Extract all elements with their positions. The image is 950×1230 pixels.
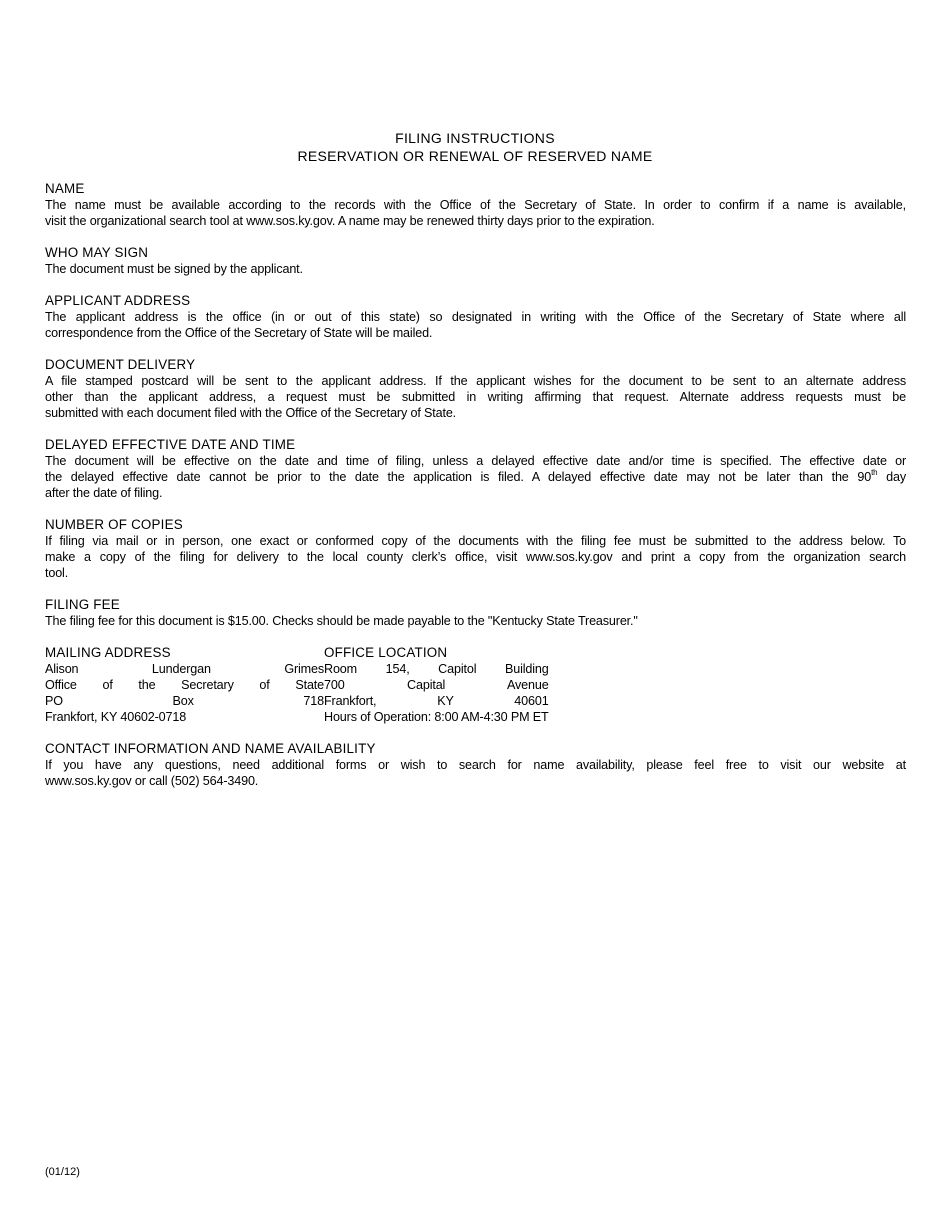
- text-line: Office of the Secretary of State: [45, 678, 324, 692]
- text-line: Frankfort, KY 40601: [324, 694, 549, 708]
- text-line: The applicant address is the office (in or out of this state) so designated in writing with the Office of the Secretary of State where all: [45, 310, 906, 324]
- section-heading: MAILING ADDRESS: [45, 645, 171, 660]
- instructions-body: [45, 181, 906, 805]
- document-title: FILING INSTRUCTIONS: [395, 130, 555, 146]
- section-applicant-address: [45, 293, 906, 341]
- section-document-delivery: [45, 357, 906, 421]
- section-heading: OFFICE LOCATION: [324, 645, 448, 660]
- section-heading: DOCUMENT DELIVERY: [45, 357, 196, 372]
- text-line: other than the applicant address, a request must be submitted in writing affirming that request. Alternate address requests must be: [45, 390, 906, 404]
- section-contact-information: [45, 741, 906, 789]
- section-heading: NAME: [45, 181, 85, 196]
- text-segment: the delayed effective date cannot be prior to the date the application is filed. A delayed effective date may not be later than the 90: [45, 470, 872, 484]
- text-line: [45, 469, 906, 485]
- text-line: A file stamped postcard will be sent to the applicant address. If the applicant wishes for the document to be sent to an alternate address: [45, 374, 906, 388]
- text-line: The name must be available according to the records with the Office of the Secretary of State. In order to confirm if a name is available,: [45, 198, 906, 212]
- section-heading: FILING FEE: [45, 597, 120, 612]
- section-name: [45, 181, 906, 229]
- text-line: Frankfort, KY 40602-0718: [45, 710, 187, 724]
- section-heading: APPLICANT ADDRESS: [45, 293, 191, 308]
- text-line: Hours of Operation: 8:00 AM-4:30 PM ET: [324, 710, 549, 724]
- text-line: The filing fee for this document is $15.00. Checks should be made payable to the "Kentucky State Treasurer.": [45, 614, 638, 628]
- address-columns: [45, 645, 906, 725]
- text-line: correspondence from the Office of the Secretary of State will be mailed.: [45, 326, 433, 340]
- section-office-location: [324, 645, 549, 725]
- section-who-may-sign: [45, 245, 906, 277]
- section-heading: NUMBER OF COPIES: [45, 517, 183, 532]
- text-line: visit the organizational search tool at www.sos.ky.gov. A name may be renewed thirty days prior to the expiration.: [45, 214, 655, 228]
- section-filing-fee: [45, 597, 906, 629]
- text-line: tool.: [45, 566, 69, 580]
- office-location-column: [324, 645, 549, 725]
- text-line: If you have any questions, need additional forms or wish to search for name availability, please feel free to visit our website at: [45, 758, 906, 772]
- ordinal-suffix: th: [871, 468, 878, 477]
- document-subtitle: RESERVATION OR RENEWAL OF RESERVED NAME: [297, 148, 653, 164]
- text-line: The document will be effective on the date and time of filing, unless a delayed effective date and/or time is specified. The effective date or: [45, 454, 906, 468]
- text-line: make a copy of the filing for delivery to the local county clerk’s office, visit www.sos.ky.gov and print a copy from the organization search: [45, 550, 906, 564]
- text-segment: day: [877, 470, 906, 484]
- section-heading: DELAYED EFFECTIVE DATE AND TIME: [45, 437, 296, 452]
- text-line: www.sos.ky.gov or call (502) 564-3490.: [45, 774, 259, 788]
- form-revision-date: (01/12): [45, 1166, 80, 1178]
- section-heading: CONTACT INFORMATION AND NAME AVAILABILITY: [45, 741, 376, 756]
- text-line: after the date of filing.: [45, 486, 163, 500]
- section-delayed-effective-date-and-time: [45, 437, 906, 501]
- text-line: submitted with each document filed with the Office of the Secretary of State.: [45, 406, 457, 420]
- text-line: The document must be signed by the applicant.: [45, 262, 303, 276]
- text-line: Alison Lundergan Grimes: [45, 662, 324, 676]
- section-heading: WHO MAY SIGN: [45, 245, 149, 260]
- section-number-of-copies: [45, 517, 906, 581]
- text-line: Room 154, Capitol Building: [324, 662, 549, 676]
- text-line: 700 Capital Avenue: [324, 678, 549, 692]
- mailing-address-column: [45, 645, 324, 725]
- text-line: PO Box 718: [45, 694, 324, 708]
- section-mailing-address: [45, 645, 324, 725]
- text-line: If filing via mail or in person, one exact or conformed copy of the documents with the filing fee must be submitted to the address below. To: [45, 534, 906, 548]
